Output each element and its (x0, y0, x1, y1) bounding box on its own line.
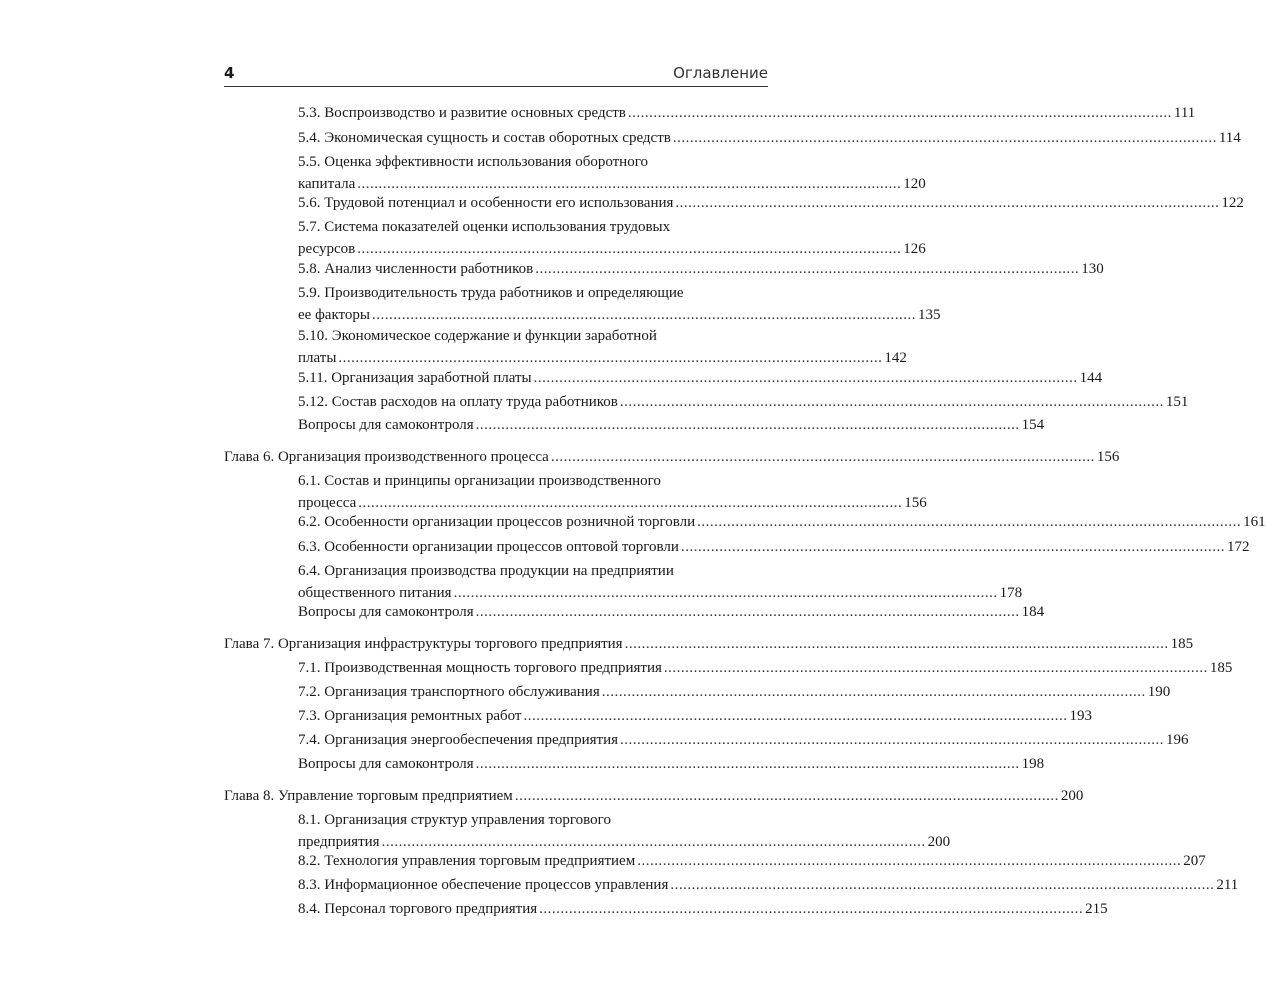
toc-entry-questions-6[interactable] (298, 601, 1045, 623)
dot-leader: ................................................................................................................................ (675, 195, 1220, 211)
toc-entry-title: 7.3. Организация ремонтных работ (298, 708, 522, 724)
dot-leader: ................................................................................................................................ (523, 708, 1068, 724)
toc-entry-title-line1: 5.10. Экономическое содержание и функции заработной (298, 328, 657, 344)
toc-entry-title-line1: 6.4. Организация производства продукции на предприятии (298, 563, 674, 579)
toc-entry-title: 5.11. Организация заработной платы (298, 370, 532, 386)
toc-entry-8-1[interactable] (298, 809, 951, 853)
toc-entry-title: 7.1. Производственная мощность торгового предприятия (298, 660, 662, 676)
toc-page-number: 156 (1096, 449, 1120, 465)
toc-entry-5-6[interactable] (298, 192, 1244, 214)
dot-leader: ................................................................................................................................ (357, 176, 902, 192)
toc-entry-5-5[interactable] (298, 151, 926, 195)
toc-page-number: 120 (903, 176, 926, 192)
dot-leader: ................................................................................................................................ (627, 105, 1172, 121)
running-title: Оглавление (673, 64, 768, 82)
toc-page-number: 198 (1021, 756, 1045, 772)
page-number: 4 (224, 64, 235, 82)
toc-entry-8-3[interactable] (298, 874, 1239, 896)
toc-entry-7-2[interactable] (298, 681, 1171, 703)
toc-page-number: 207 (1183, 853, 1206, 869)
toc-page-number: 193 (1069, 708, 1092, 724)
dot-leader: ................................................................................................................................ (550, 449, 1095, 465)
dot-leader: ................................................................................................................................ (371, 307, 916, 323)
toc-page-number: 130 (1081, 261, 1104, 277)
dot-leader: ................................................................................................................................ (697, 514, 1242, 530)
toc-entry-6-4[interactable] (298, 560, 1023, 604)
toc-page-number: 154 (1021, 417, 1045, 433)
toc-entry-title-line1: 6.1. Состав и принципы организации производственного (298, 473, 661, 489)
toc-entry-title-line2: общественного питания (298, 585, 452, 601)
dot-leader: ................................................................................................................................ (533, 370, 1078, 386)
toc-entry-title: 5.6. Трудовой потенциал и особенности его использования (298, 195, 674, 211)
toc-chapter-7[interactable] (224, 633, 1194, 655)
toc-page-number: 161 (1243, 514, 1266, 530)
toc-page-number: 185 (1209, 660, 1233, 676)
toc-chapter-8[interactable] (224, 785, 1084, 807)
toc-entry-title: Вопросы для самоконтроля (298, 604, 474, 620)
toc-entry-title-line1: 5.5. Оценка эффективности использования оборотного (298, 154, 648, 170)
dot-leader: ................................................................................................................................ (475, 604, 1020, 620)
toc-entry-title-line1: 5.9. Производительность труда работников и определяющие (298, 285, 684, 301)
toc-entry-title: 5.3. Воспроизводство и развитие основных средств (298, 105, 626, 121)
toc-entry-5-9[interactable] (298, 282, 941, 326)
dot-leader: ................................................................................................................................ (535, 261, 1080, 277)
dot-leader: ................................................................................................................................ (358, 495, 903, 511)
toc-entry-title: 6.3. Особенности организации процессов оптовой торговли (298, 539, 679, 555)
toc-page-number: 200 (927, 834, 951, 850)
toc-entry-5-12[interactable] (298, 391, 1189, 413)
toc-entry-title: 8.3. Информационное обеспечение процессов управления (298, 877, 669, 893)
dot-leader: ................................................................................................................................ (624, 636, 1169, 652)
toc-entry-7-1[interactable] (298, 657, 1233, 679)
toc-entry-title: 7.2. Организация транспортного обслуживания (298, 684, 600, 700)
toc-entry-title: Вопросы для самоконтроля (298, 417, 474, 433)
toc-page-number: 135 (917, 307, 941, 323)
dot-leader: ................................................................................................................................ (514, 788, 1059, 804)
toc-entry-5-8[interactable] (298, 258, 1104, 280)
dot-leader: ................................................................................................................................ (663, 660, 1208, 676)
dot-leader: ................................................................................................................................ (475, 756, 1020, 772)
toc-entry-title: 5.4. Экономическая сущность и состав оборотных средств (298, 130, 671, 146)
toc-page-number: 151 (1165, 394, 1189, 410)
toc-chapter-title: Глава 8. Управление торговым предприятием (224, 788, 513, 804)
toc-page-number: 126 (903, 241, 926, 257)
toc-entry-title-line2: капитала (298, 176, 356, 192)
toc-page-number: 196 (1166, 732, 1189, 748)
dot-leader: ................................................................................................................................ (670, 877, 1215, 893)
toc-page-number: 111 (1173, 105, 1196, 121)
toc-page-number: 144 (1079, 370, 1103, 386)
toc-entry-questions-5[interactable] (298, 414, 1045, 436)
dot-leader: ................................................................................................................................ (381, 834, 926, 850)
toc-entry-title-line1: 8.1. Организация структур управления торгового (298, 812, 611, 828)
toc-entry-6-1[interactable] (298, 470, 927, 514)
toc-entry-7-3[interactable] (298, 705, 1092, 727)
dot-leader: ................................................................................................................................ (637, 853, 1182, 869)
toc-entry-7-4[interactable] (298, 729, 1189, 751)
toc-page-number: 184 (1021, 604, 1045, 620)
toc-page-number: 215 (1085, 901, 1108, 917)
toc-entry-title-line2: предприятия (298, 834, 380, 850)
toc-entry-5-11[interactable] (298, 367, 1103, 389)
toc-entry-5-10[interactable] (298, 325, 907, 369)
toc-page-number: 185 (1170, 636, 1194, 652)
toc-entry-5-7[interactable] (298, 216, 926, 260)
toc-chapter-6[interactable] (224, 446, 1120, 468)
dot-leader: ................................................................................................................................ (601, 684, 1146, 700)
dot-leader: ................................................................................................................................ (475, 417, 1020, 433)
toc-entry-title: 5.8. Анализ численности работников (298, 261, 534, 277)
toc-page-number: 156 (904, 495, 927, 511)
toc-page-number: 172 (1226, 539, 1250, 555)
toc-page-number: 190 (1147, 684, 1171, 700)
toc-entry-questions-7[interactable] (298, 753, 1045, 775)
dot-leader: ................................................................................................................................ (453, 585, 998, 601)
dot-leader: ................................................................................................................................ (357, 241, 902, 257)
toc-entry-6-3[interactable] (298, 536, 1250, 558)
toc-entry-title: 7.4. Организация энергообеспечения предприятия (298, 732, 619, 748)
dot-leader: ................................................................................................................................ (539, 901, 1084, 917)
toc-entry-title-line2: ресурсов (298, 241, 356, 257)
dot-leader: ................................................................................................................................ (620, 732, 1165, 748)
toc-page-number: 114 (1218, 130, 1241, 146)
toc-page-number: 122 (1221, 195, 1244, 211)
toc-entry-title: 5.12. Состав расходов на оплату труда работников (298, 394, 618, 410)
toc-page-number: 142 (884, 350, 907, 366)
toc-entry-title: 8.2. Технология управления торговым предприятием (298, 853, 636, 869)
toc-entry-title: Вопросы для самоконтроля (298, 756, 474, 772)
toc-entry-5-3[interactable] (298, 102, 1196, 124)
toc-page-number: 211 (1216, 877, 1239, 893)
toc-entry-8-2[interactable] (298, 850, 1206, 872)
dot-leader: ................................................................................................................................ (338, 350, 883, 366)
toc-chapter-title: Глава 6. Организация производственного процесса (224, 449, 549, 465)
dot-leader: ................................................................................................................................ (619, 394, 1164, 410)
toc-entry-title-line2: ее факторы (298, 307, 370, 323)
toc-entry-title-line1: 5.7. Система показателей оценки использования трудовых (298, 219, 671, 235)
toc-entry-8-4[interactable] (298, 898, 1108, 920)
toc-entry-title-line2: процесса (298, 495, 357, 511)
dot-leader: ................................................................................................................................ (680, 539, 1225, 555)
toc-chapter-title: Глава 7. Организация инфраструктуры торгового предприятия (224, 636, 623, 652)
toc-entry-5-4[interactable] (298, 127, 1241, 149)
toc-entry-title-line2: платы (298, 350, 337, 366)
toc-entry-6-2[interactable] (298, 511, 1266, 533)
dot-leader: ................................................................................................................................ (672, 130, 1217, 146)
toc-entry-title: 6.2. Особенности организации процессов розничной торговли (298, 514, 696, 530)
toc-page-number: 200 (1060, 788, 1084, 804)
toc-page-number: 178 (999, 585, 1023, 601)
toc-entry-title: 8.4. Персонал торгового предприятия (298, 901, 538, 917)
